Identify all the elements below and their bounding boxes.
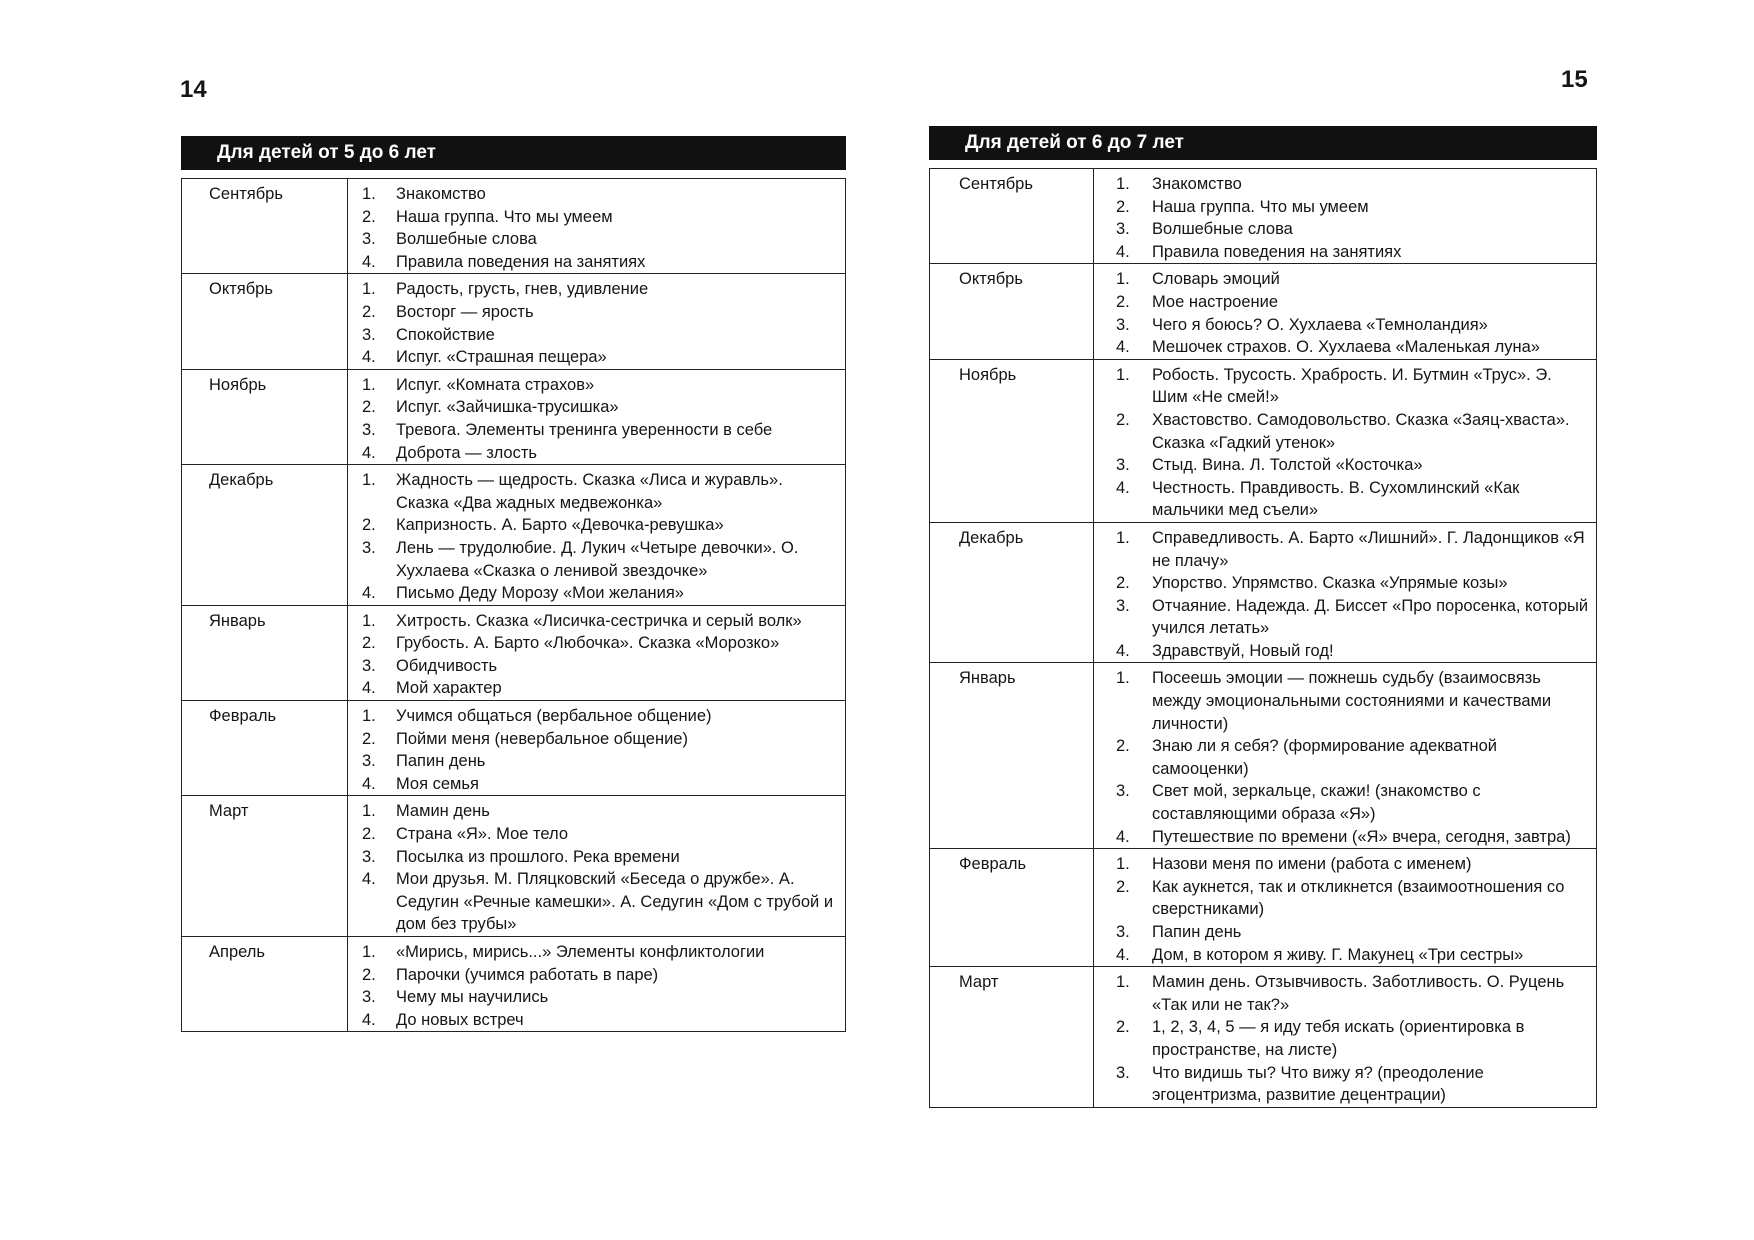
topics-cell <box>348 605 846 700</box>
topics-cell <box>348 701 846 796</box>
topic-number: 4. <box>1116 945 1130 964</box>
topic-item <box>1116 196 1592 219</box>
topics-cell <box>348 274 846 369</box>
topic-text: Хвастовство. Самодовольство. Сказка «Заяц-хваста». Сказка «Гадкий утенок» <box>1152 410 1570 452</box>
topic-number: 2. <box>1116 1018 1130 1037</box>
topic-number: 3. <box>1116 456 1130 475</box>
topic-number: 3. <box>362 656 376 675</box>
month-row <box>182 369 846 464</box>
topic-item <box>1116 241 1592 264</box>
topic-number: 2. <box>1116 197 1130 216</box>
topic-item <box>362 396 839 419</box>
topics-list <box>1116 268 1592 358</box>
topic-number: 1. <box>362 802 376 821</box>
topic-number: 1. <box>1116 528 1130 547</box>
topic-text: Жадность — щедрость. Сказка «Лиса и журавль». Сказка «Два жадных медвежонка» <box>396 471 783 512</box>
topic-item <box>362 301 839 324</box>
topic-item <box>1116 291 1592 314</box>
topic-number: 2. <box>1116 292 1130 311</box>
month-cell: Январь <box>930 663 1094 849</box>
topic-number: 1. <box>362 707 376 726</box>
topic-number: 3. <box>1116 923 1130 941</box>
topic-text: Знакомство <box>396 185 486 203</box>
topics-cell <box>348 796 846 937</box>
topic-text: Дом, в котором я живу. Г. Макунец «Три сестры» <box>1152 945 1524 964</box>
topic-item <box>1116 853 1592 876</box>
topic-text: Честность. Правдивость. В. Сухомлинский «Как мальчики мед съели» <box>1152 478 1520 520</box>
topic-text: Чего я боюсь? О. Хухлаева «Темноландия» <box>1152 315 1488 334</box>
topic-item <box>362 324 839 347</box>
topic-number: 4. <box>362 584 376 603</box>
topic-item <box>362 514 839 537</box>
topic-item <box>362 655 839 678</box>
month-cell: Декабрь <box>930 522 1094 663</box>
topics-cell <box>1094 663 1597 849</box>
topic-item <box>362 1009 839 1032</box>
topic-number: 4. <box>1116 827 1130 846</box>
topic-number: 2. <box>1116 737 1130 756</box>
topic-item <box>362 632 839 655</box>
schedule-table <box>181 178 846 1032</box>
topic-text: Тревога. Элементы тренинга уверенности в себе <box>396 420 773 439</box>
topic-number: 1. <box>362 611 376 630</box>
topic-number: 3. <box>1116 782 1130 801</box>
topic-item <box>362 750 839 773</box>
topic-number: 1. <box>1116 365 1130 384</box>
topic-item <box>362 469 839 514</box>
topic-item <box>362 183 839 206</box>
topic-item <box>1116 409 1592 454</box>
topic-text: Испуг. «Зайчишка-трусишка» <box>396 398 619 417</box>
topics-cell <box>348 465 846 606</box>
topic-number: 3. <box>362 325 376 344</box>
topic-text: «Мирись, мирись...» Элементы конфликтологии <box>396 943 765 961</box>
topic-number: 4. <box>362 679 376 698</box>
topic-item <box>362 964 839 987</box>
topic-text: Хитрость. Сказка «Лисичка-сестричка и серый волк» <box>396 611 802 630</box>
month-cell: Ноябрь <box>182 369 348 464</box>
month-row <box>930 169 1597 264</box>
topic-number: 2. <box>362 302 376 321</box>
month-cell: Январь <box>182 605 348 700</box>
topic-text: Обидчивость <box>396 656 498 675</box>
topic-item <box>1116 572 1592 595</box>
topic-number: 4. <box>1116 338 1130 357</box>
topic-number: 3. <box>1116 596 1130 615</box>
month-row <box>182 179 846 274</box>
topic-item <box>362 610 839 633</box>
topic-text: Посылка из прошлого. Река времени <box>396 847 680 866</box>
month-cell: Октябрь <box>930 264 1094 359</box>
topic-item <box>1116 944 1592 967</box>
topics-list <box>1116 853 1592 966</box>
schedule-table <box>929 168 1597 1108</box>
topic-item <box>1116 640 1592 663</box>
topic-text: Учимся общаться (вербальное общение) <box>396 707 712 726</box>
topic-number: 3. <box>362 988 376 1007</box>
topic-item <box>1116 527 1592 572</box>
topic-item <box>362 346 839 369</box>
topic-item <box>362 278 839 301</box>
month-row <box>930 359 1597 522</box>
topic-number: 4. <box>362 1010 376 1029</box>
topic-number: 2. <box>362 398 376 417</box>
topic-text: Правила поведения на занятиях <box>396 252 646 271</box>
right-page-section <box>929 126 1597 1108</box>
topic-item <box>362 986 839 1009</box>
topic-item <box>362 251 839 274</box>
topic-number: 1. <box>362 280 376 299</box>
topic-item <box>362 537 839 582</box>
topics-cell <box>348 369 846 464</box>
topic-text: Знаю ли я себя? (формирование адекватной самооценки) <box>1152 737 1498 778</box>
topic-text: Справедливость. А. Барто «Лишний». Г. Ладонщиков «Я не плачу» <box>1152 528 1585 570</box>
topic-number: 4. <box>362 443 376 462</box>
topics-cell <box>1094 359 1597 522</box>
topics-list <box>1116 971 1592 1107</box>
topic-text: 1, 2, 3, 4, 5 — я иду тебя искать (ориентировка в пространстве, на листе) <box>1152 1018 1525 1059</box>
topic-item <box>1116 314 1592 337</box>
topic-text: Мамин день <box>396 802 490 821</box>
topic-item <box>362 941 839 964</box>
topic-item <box>1116 1062 1592 1107</box>
topic-item <box>1116 735 1592 780</box>
topic-text: Испуг. «Страшная пещера» <box>396 348 607 367</box>
topic-text: Папин день <box>1152 923 1242 941</box>
topic-item <box>1116 1016 1592 1061</box>
topics-cell <box>1094 849 1597 967</box>
month-cell: Сентябрь <box>182 179 348 274</box>
topic-number: 1. <box>1116 175 1130 193</box>
topic-text: Испуг. «Комната страхов» <box>396 375 595 394</box>
topic-item <box>1116 218 1592 241</box>
month-row <box>930 522 1597 663</box>
topic-item <box>1116 454 1592 477</box>
topic-text: Письмо Деду Морозу «Мои желания» <box>396 584 684 603</box>
month-cell: Ноябрь <box>930 359 1094 522</box>
topic-item <box>362 823 839 846</box>
topic-text: Стыд. Вина. Л. Толстой «Косточка» <box>1152 456 1423 475</box>
topic-number: 4. <box>1116 242 1130 261</box>
topic-number: 2. <box>362 965 376 984</box>
topic-item <box>1116 780 1592 825</box>
topic-item <box>1116 336 1592 359</box>
topic-number: 3. <box>362 420 376 439</box>
topic-number: 2. <box>1116 410 1130 429</box>
topic-text: Свет мой, зеркальце, скажи! (знакомство с составляющими образа «Я») <box>1152 782 1481 824</box>
month-row <box>182 274 846 369</box>
topics-list <box>362 941 839 1031</box>
topic-number: 1. <box>1116 270 1130 289</box>
month-row <box>930 967 1597 1108</box>
topic-number: 2. <box>362 516 376 535</box>
month-row <box>182 796 846 937</box>
topic-item <box>1116 921 1592 944</box>
topic-number: 4. <box>1116 478 1130 497</box>
topics-list <box>362 374 839 464</box>
topic-number: 3. <box>362 752 376 771</box>
topic-text: Пойми меня (невербальное общение) <box>396 729 688 748</box>
month-row <box>182 605 846 700</box>
topic-item <box>362 442 839 465</box>
topic-text: Капризность. А. Барто «Девочка-ревушка» <box>396 516 724 535</box>
month-row <box>930 663 1597 849</box>
topic-item <box>1116 477 1592 522</box>
topic-number: 2. <box>362 729 376 748</box>
topic-item <box>1116 826 1592 849</box>
topic-text: Наша группа. Что мы умеем <box>1152 197 1369 216</box>
topic-text: Мамин день. Отзывчивость. Заботливость. О. Руцень «Так или не так?» <box>1152 973 1565 1014</box>
topics-cell <box>1094 522 1597 663</box>
page-number-left: 14 <box>180 76 207 103</box>
topic-text: Чему мы научились <box>396 988 549 1007</box>
topic-item <box>362 773 839 796</box>
topic-text: Отчаяние. Надежда. Д. Биссет «Про поросенка, который учился летать» <box>1152 596 1589 638</box>
topics-list <box>362 469 839 605</box>
topic-text: Грубость. А. Барто «Любочка». Сказка «Морозко» <box>396 634 780 653</box>
topic-text: Моя семья <box>396 774 479 793</box>
topic-item <box>362 800 839 823</box>
topic-text: Мои друзья. М. Пляцковский «Беседа о дружбе». А. Седугин «Речные камешки». А. Седугин «Дом с трубой и дом без трубы» <box>396 870 834 934</box>
topics-list <box>362 183 839 273</box>
topic-number: 1. <box>1116 855 1130 874</box>
topic-text: Мой характер <box>396 679 502 698</box>
topic-text: Словарь эмоций <box>1152 270 1280 289</box>
topic-number: 4. <box>362 870 376 889</box>
topic-item <box>1116 876 1592 921</box>
topic-text: Парочки (учимся работать в паре) <box>396 965 659 984</box>
topic-text: Страна «Я». Мое тело <box>396 825 568 844</box>
topics-list <box>362 705 839 795</box>
month-cell: Февраль <box>182 701 348 796</box>
topic-item <box>1116 595 1592 640</box>
topic-number: 2. <box>362 634 376 653</box>
topic-text: До новых встреч <box>396 1010 524 1029</box>
topics-list <box>362 800 839 936</box>
topics-cell <box>348 179 846 274</box>
topic-item <box>362 228 839 251</box>
topic-text: Что видишь ты? Что вижу я? (преодоление эгоцентризма, развитие децентрации) <box>1152 1063 1484 1105</box>
age-group-header: Для детей от 5 до 6 лет <box>181 136 846 170</box>
topic-number: 4. <box>362 774 376 793</box>
topic-text: Как аукнется, так и откликнется (взаимоотношения со сверстниками) <box>1152 877 1565 919</box>
topic-item <box>362 728 839 751</box>
month-cell: Декабрь <box>182 465 348 606</box>
topics-list <box>1116 527 1592 663</box>
topic-text: Спокойствие <box>396 325 495 344</box>
month-cell: Октябрь <box>182 274 348 369</box>
topic-text: Посеешь эмоции — пожнешь судьбу (взаимосвязь между эмоциональными состояниями и качествами личности) <box>1152 669 1552 733</box>
page-number-right: 15 <box>1561 66 1588 93</box>
topic-text: Здравствуй, Новый год! <box>1152 641 1334 660</box>
topic-item <box>362 846 839 869</box>
topic-number: 1. <box>1116 973 1130 992</box>
topic-text: Наша группа. Что мы умеем <box>396 207 613 226</box>
topic-text: Правила поведения на занятиях <box>1152 242 1402 261</box>
topic-item <box>362 374 839 397</box>
month-cell: Март <box>930 967 1094 1108</box>
topic-number: 3. <box>362 230 376 249</box>
month-cell: Апрель <box>182 937 348 1032</box>
topic-item <box>362 419 839 442</box>
topic-item <box>362 677 839 700</box>
topics-cell <box>348 937 846 1032</box>
month-cell: Март <box>182 796 348 937</box>
topic-text: Восторг — ярость <box>396 302 534 321</box>
topic-number: 1. <box>362 375 376 394</box>
topic-number: 3. <box>362 847 376 866</box>
month-row <box>930 264 1597 359</box>
age-group-header: Для детей от 6 до 7 лет <box>929 126 1597 160</box>
topics-list <box>1116 364 1592 522</box>
topic-number: 1. <box>362 185 376 203</box>
topic-number: 1. <box>362 943 376 961</box>
topic-number: 4. <box>362 252 376 271</box>
topic-item <box>362 582 839 605</box>
topic-item <box>1116 268 1592 291</box>
topic-text: Робость. Трусость. Храбрость. И. Бутмин «Трус». Э. Шим «Не смей!» <box>1152 365 1552 407</box>
topic-text: Назови меня по имени (работа с именем) <box>1152 855 1472 874</box>
topic-number: 1. <box>362 471 376 490</box>
topic-number: 2. <box>362 825 376 844</box>
topic-text: Волшебные слова <box>1152 220 1293 239</box>
topic-number: 4. <box>1116 641 1130 660</box>
topics-cell <box>1094 264 1597 359</box>
topic-text: Мое настроение <box>1152 292 1278 311</box>
topics-cell <box>1094 169 1597 264</box>
topic-number: 2. <box>362 207 376 226</box>
topic-text: Волшебные слова <box>396 230 537 249</box>
topic-text: Знакомство <box>1152 175 1242 193</box>
topic-number: 3. <box>362 538 376 557</box>
topic-text: Упорство. Упрямство. Сказка «Упрямые козы» <box>1152 574 1508 593</box>
topic-text: Путешествие по времени («Я» вчера, сегодня, завтра) <box>1152 827 1571 846</box>
month-row <box>182 937 846 1032</box>
topic-number: 3. <box>1116 1063 1130 1082</box>
topics-cell <box>1094 967 1597 1108</box>
month-row <box>182 465 846 606</box>
topics-list <box>362 278 839 368</box>
topic-item <box>362 206 839 229</box>
topic-text: Лень — трудолюбие. Д. Лукич «Четыре девочки». О. Хухлаева «Сказка о ленивой звездочке» <box>396 538 799 580</box>
topic-text: Радость, грусть, гнев, удивление <box>396 280 649 299</box>
topic-number: 2. <box>1116 574 1130 593</box>
left-page-section <box>181 136 846 1032</box>
topic-item <box>1116 971 1592 1016</box>
month-row <box>930 849 1597 967</box>
topic-number: 3. <box>1116 315 1130 334</box>
month-cell: Сентябрь <box>930 169 1094 264</box>
topic-item <box>362 868 839 936</box>
topic-text: Доброта — злость <box>396 443 537 462</box>
month-cell: Февраль <box>930 849 1094 967</box>
topic-item <box>1116 364 1592 409</box>
topic-item <box>1116 667 1592 735</box>
topics-list <box>1116 667 1592 848</box>
topic-text: Папин день <box>396 752 486 771</box>
topic-number: 4. <box>362 348 376 367</box>
topic-number: 3. <box>1116 220 1130 239</box>
topic-number: 2. <box>1116 877 1130 896</box>
topic-item <box>362 705 839 728</box>
topic-number: 1. <box>1116 669 1130 688</box>
month-row <box>182 701 846 796</box>
topics-list <box>1116 173 1592 263</box>
topic-item <box>1116 173 1592 196</box>
topics-list <box>362 610 839 700</box>
topic-text: Мешочек страхов. О. Хухлаева «Маленькая луна» <box>1152 338 1540 357</box>
